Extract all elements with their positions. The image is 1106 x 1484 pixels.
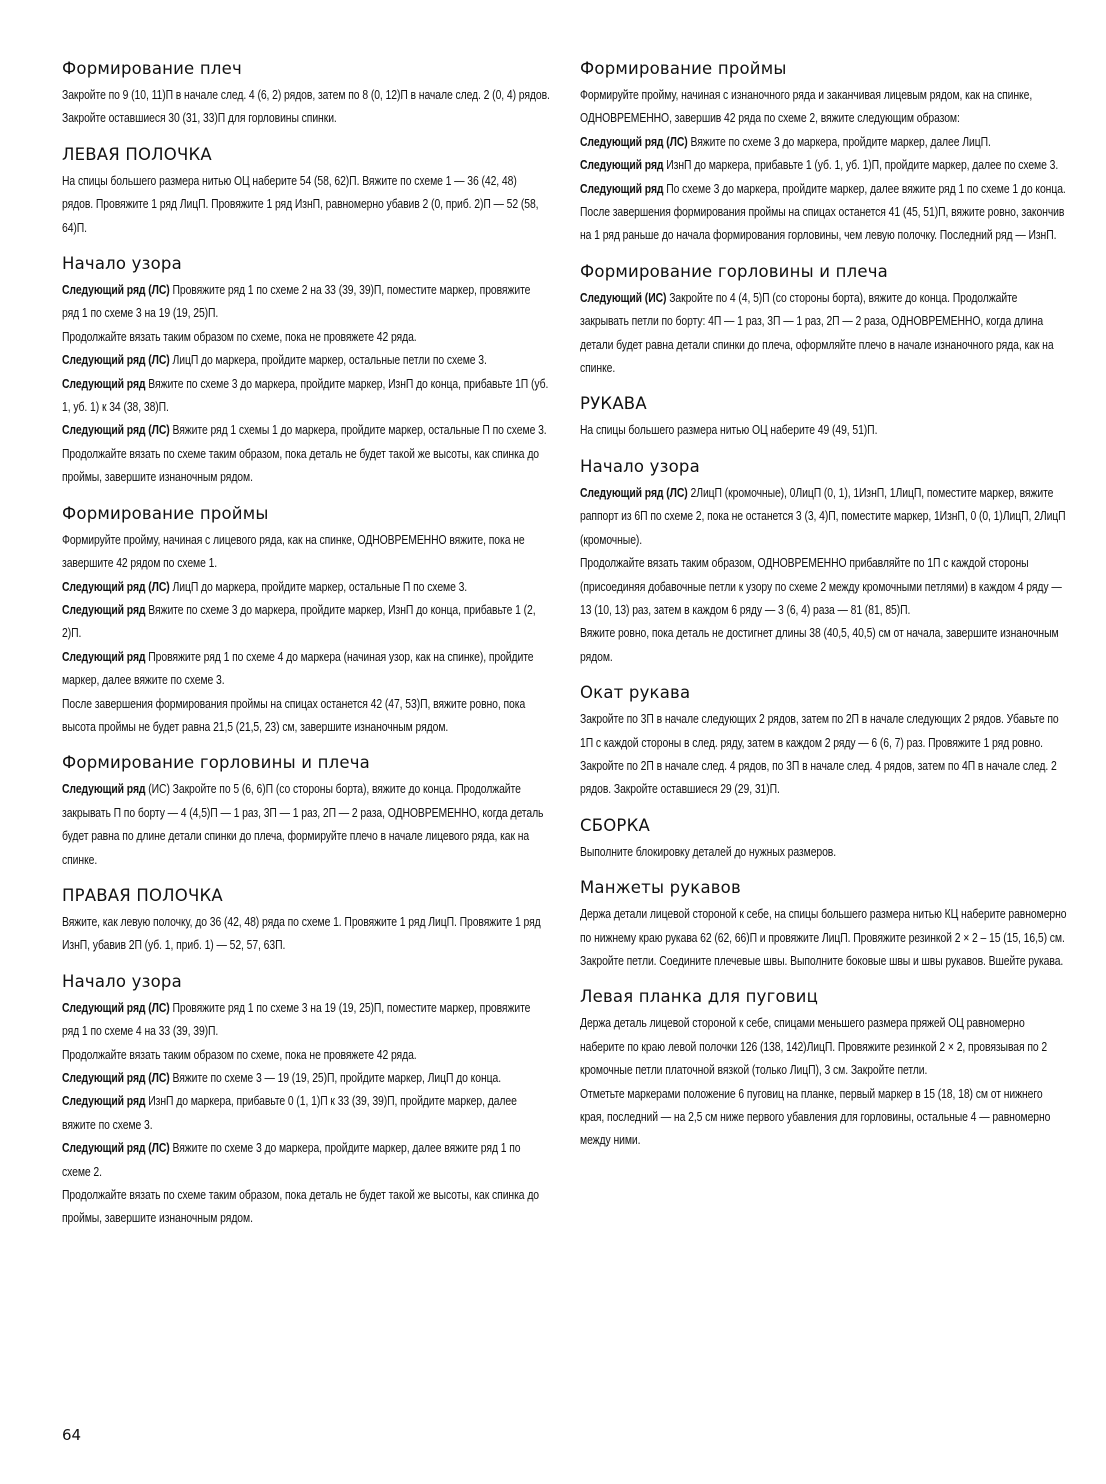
paragraph-text: Провяжите ряд 1 по схеме 2 на 33 (39, 39)П, поместите маркер, провяжите ряд 1 по схеме 3 на 19 (19, 25)П. xyxy=(62,282,531,321)
paragraph xyxy=(580,1011,1068,1081)
row-instruction-lead: Следующий ряд xyxy=(62,648,146,664)
paragraph-text: Формируйте пройму, начиная с лицевого ряда, как на спинке, ОДНОВРЕМЕННО вяжите, пока не завершите 42 рядом по схеме 1. xyxy=(62,531,525,571)
section xyxy=(62,253,550,489)
section-heading: Левая планка для пуговиц xyxy=(580,987,819,1007)
section xyxy=(580,682,1068,801)
paragraph xyxy=(62,1136,550,1183)
section xyxy=(62,58,550,130)
paragraph xyxy=(62,1066,550,1089)
row-instruction-lead: Следующий ряд (ЛС) xyxy=(580,484,688,500)
section-heading: Начало узора xyxy=(62,254,182,274)
paragraph xyxy=(580,551,1068,621)
section xyxy=(62,503,550,739)
paragraph xyxy=(62,1089,550,1136)
row-instruction-lead: Следующий ряд (ЛС) xyxy=(580,133,688,149)
paragraph xyxy=(580,840,1068,863)
right-column xyxy=(580,58,1068,1166)
paragraph-text: Продолжайте вязать таким образом, ОДНОВРЕМЕННО прибавляйте по 1П с каждой стороны (присоединяя добавочные петли к узору по схеме 2 между кромочными петлями) в каждом 4 ряду — 13 (10, 13) раз, затем в каждом 6 ряду — 3 (6, 4) раза — 81 (81, 85)П. xyxy=(580,555,1062,617)
paragraph xyxy=(580,83,1068,130)
row-instruction-lead: Следующий ряд xyxy=(580,157,664,173)
paragraph xyxy=(62,777,550,871)
paragraph xyxy=(62,325,550,348)
paragraph-text: Провяжите ряд 1 по схеме 3 на 19 (19, 25)П, поместите маркер, провяжите ряд 1 по схеме 4 на 33 (39, 39)П. xyxy=(62,999,531,1039)
paragraph-text: Формируйте пройму, начиная с изнаночного ряда и заканчивая лицевым рядом, как на спинке, ОДНОВРЕМЕННО, завершив 42 ряда по схеме 2, вяжите следующим образом: xyxy=(580,87,1033,126)
paragraph xyxy=(580,481,1068,551)
row-instruction-lead: Следующий ряд (ЛС) xyxy=(62,282,170,298)
section-heading: Формирование горловины и плеча xyxy=(62,753,370,773)
paragraph-text: Продолжайте вязать по схеме таким образом, пока деталь не будет такой же высоты, как спинка до проймы, завершите изнаночным рядом. xyxy=(62,1187,540,1226)
paragraph xyxy=(580,1082,1068,1152)
section-heading: Формирование проймы xyxy=(580,59,787,78)
paragraph-text: Вяжите по схеме 3 до маркера, пройдите маркер, ИзнП до конца, прибавьте 1П (уб. 1, уб. 1) к 34 (38, 38)П. xyxy=(62,375,549,415)
row-instruction-lead: Следующий ряд (ЛС) xyxy=(62,999,170,1015)
section-heading: Начало узора xyxy=(62,971,182,991)
section xyxy=(62,144,550,239)
section xyxy=(580,815,1068,863)
section-heading: ЛЕВАЯ ПОЛОЧКА xyxy=(62,144,212,164)
paragraph xyxy=(62,910,550,957)
section xyxy=(580,58,1068,247)
paragraph xyxy=(62,1183,550,1230)
section-heading: Манжеты рукавов xyxy=(580,878,741,898)
row-instruction-lead: Следующий ряд xyxy=(62,1093,146,1109)
row-instruction-lead: Следующий ряд xyxy=(580,180,664,196)
paragraph-text: Провяжите ряд 1 по схеме 4 до маркера (начиная узор, как на спинке), пройдите маркер, далее вяжите по схеме 3. xyxy=(62,648,534,688)
paragraph-text: На спицы большего размера нитью ОЦ наберите 54 (58, 62)П. Вяжите по схеме 1 — 36 (42, 48) рядов. Провяжите 1 ряд ЛицП. Провяжите 1 ряд ИзнП, равномерно убавив 2 (0, приб. 2)П — 52 (58, 64)П. xyxy=(62,172,539,235)
row-instruction-lead: Следующий ряд (ЛС) xyxy=(62,578,170,594)
paragraph xyxy=(62,278,550,325)
paragraph-text: Вяжите по схеме 3 до маркера, пройдите маркер, далее ЛицП. xyxy=(687,133,991,149)
section-heading: РУКАВА xyxy=(580,394,647,414)
row-instruction-lead: Следующий ряд xyxy=(62,601,146,617)
row-instruction-lead: Следующий (ИС) xyxy=(580,289,667,305)
section-heading: Окат рукава xyxy=(580,683,691,703)
section xyxy=(62,752,550,871)
section-heading: Формирование проймы xyxy=(62,503,269,523)
section xyxy=(62,971,550,1230)
paragraph-text: Продолжайте вязать таким образом по схеме, пока не провяжете 42 ряда. xyxy=(62,328,417,344)
row-instruction-lead: Следующий ряд (ЛС) xyxy=(62,352,170,368)
paragraph xyxy=(62,1043,550,1066)
row-instruction-lead: Следующий ряд xyxy=(62,375,146,391)
paragraph xyxy=(580,902,1068,972)
paragraph-text: После завершения формирования проймы на спицах останется 42 (47, 53)П, вяжите ровно, пока высота проймы не будет равна 21,5 (21,5, 23) см, завершите изнаночным рядом. xyxy=(62,695,526,734)
paragraph-text: Закройте по 4 (4, 5)П (со стороны борта), вяжите до конца. Продолжайте закрывать петли по борту: 4П — 1 раз, 3П — 1 раз, 2П — 2 раза, ОДНОВРЕМЕННО, когда длина детали будет равна детали спинки до плеча, оформляйте плечо в начале изнаночного ряда, как на спинке. xyxy=(580,289,1054,376)
paragraph-text: Закройте по 3П в начале следующих 2 рядов, затем по 2П в начале следующих 2 рядов. Убавьте по 1П с каждой стороны в след. ряду, затем в каждом 2 ряду — 6 (6, 7) раз. Провяжите 1 ряд ровно. Закройте по 2П в начале след. 4 рядов, по 3П в начале след. 4 рядов, затем по 4П в начале след. 2 рядов. Закройте оставшиеся 29 (29, 31)П. xyxy=(580,711,1059,797)
paragraph xyxy=(580,621,1068,668)
paragraph-text: После завершения формирования проймы на спицах останется 41 (45, 51)П, вяжите ровно, закончив на 1 ряд раньше до начала формирования горловины, чем левую полочку. Последний ряд — ИзнП. xyxy=(580,204,1065,243)
paragraph xyxy=(62,372,550,419)
section xyxy=(62,885,550,957)
paragraph xyxy=(580,153,1068,176)
paragraph xyxy=(580,286,1068,380)
paragraph-text: Вяжите по схеме 3 до маркера, пройдите маркер, ИзнП до конца, прибавьте 1 (2, 2)П. xyxy=(62,601,536,641)
section xyxy=(580,986,1068,1151)
paragraph-text: Вяжите по схеме 3 до маркера, пройдите маркер, далее вяжите ряд 1 по схеме 2. xyxy=(62,1140,521,1179)
page-number: 64 xyxy=(62,1426,82,1444)
paragraph-text: (ИС) Закройте по 5 (6, 6)П (со стороны борта), вяжите до конца. Продолжайте закрывать П по борту — 4 (4,5)П — 1 раз, 3П — 1 раз, 2П — 2 раза, ОДНОВРЕМЕННО, когда деталь будет равна по длине детали спинки до плеча, формируйте плечо в начале лицевого ряда, как на спинке. xyxy=(62,781,544,867)
paragraph xyxy=(62,645,550,692)
paragraph-text: ИзнП до маркера, прибавьте 0 (1, 1)П к 33 (39, 39)П, пройдите маркер, далее вяжите по схеме 3. xyxy=(62,1093,517,1132)
paragraph xyxy=(62,692,550,739)
section xyxy=(580,261,1068,380)
paragraph-text: Вяжите по схеме 3 — 19 (19, 25)П, пройдите маркер, ЛицП до конца. xyxy=(169,1070,502,1085)
section xyxy=(580,877,1068,972)
row-instruction-lead: Следующий ряд (ЛС) xyxy=(62,1070,170,1085)
row-instruction-lead: Следующий ряд xyxy=(62,781,146,797)
paragraph xyxy=(62,418,550,441)
paragraph xyxy=(62,598,550,645)
paragraph-text: На спицы большего размера нитью ОЦ наберите 49 (49, 51)П. xyxy=(580,422,878,438)
section-heading: Формирование горловины и плеча xyxy=(580,261,888,281)
paragraph-text: 2ЛицП (кромочные), 0ЛицП (0, 1), 1ИзнП, 1ЛицП, поместите маркер, вяжите раппорт из 6П по схеме 2, пока не останется 3 (3, 4)П, поместите маркер, 1ИзнП, 0 (0, 1)ЛицП, 2ЛицП (кромочные). xyxy=(580,484,1066,547)
paragraph-text: По схеме 3 до маркера, пройдите маркер, далее вяжите ряд 1 по схеме 1 до конца. xyxy=(663,180,1066,196)
section xyxy=(580,393,1068,441)
paragraph xyxy=(62,169,550,239)
section xyxy=(580,456,1068,668)
paragraph-text: Вяжите ряд 1 схемы 1 до маркера, пройдите маркер, остальные П по схеме 3. xyxy=(169,422,547,438)
paragraph xyxy=(62,83,550,130)
row-instruction-lead: Следующий ряд (ЛС) xyxy=(62,422,170,438)
paragraph-text: Продолжайте вязать таким образом по схеме, пока не провяжете 42 ряда. xyxy=(62,1046,417,1062)
section-heading: СБОРКА xyxy=(580,815,650,835)
paragraph-text: Вяжите ровно, пока деталь не достигнет длины 38 (40,5, 40,5) см от начала, завершите изнаночным рядом. xyxy=(580,625,1059,664)
paragraph-text: ЛицП до маркера, пройдите маркер, остальные петли по схеме 3. xyxy=(169,352,487,368)
paragraph xyxy=(580,200,1068,247)
paragraph-text: Вяжите, как левую полочку, до 36 (42, 48) ряда по схеме 1. Провяжите 1 ряд ЛицП. Провяжите 1 ряд ИзнП, убавив 2П (уб. 1, приб. 1) — 52, 57, 63П. xyxy=(62,913,541,953)
paragraph xyxy=(580,177,1068,200)
paragraph xyxy=(62,575,550,598)
paragraph-text: Отметьте маркерами положение 6 пуговиц на планке, первый маркер в 15 (18, 18) см от нижнего края, последний — на 2,5 см ниже первого убавления для горловины, остальные 4 — равномерно между ними. xyxy=(580,1085,1051,1148)
paragraph-text: Держа детали лицевой стороной к себе, на спицы большего размера нитью КЦ наберите равномерно по нижнему краю рукава 62 (62, 66)П и провяжите ЛицП. Провяжите резинкой 2 × 2 – 15 (15, 16,5) см. Закройте петли. Соедините плечевые швы. Выполните боковые швы и швы рукавов. Вшейте рукава. xyxy=(580,906,1067,968)
paragraph-text: Держа деталь лицевой стороной к себе, спицами меньшего размера пряжей ОЦ равномерно наберите по краю левой полочки 126 (138, 142)ЛицП. Провяжите резинкой 2 × 2, провязывая по 2 кромочные петли платочной вязкой (только ЛицП), 3 см. Закройте петли. xyxy=(580,1015,1048,1078)
section-heading: Начало узора xyxy=(580,456,700,476)
paragraph xyxy=(62,442,550,489)
paragraph xyxy=(62,528,550,575)
paragraph xyxy=(62,996,550,1043)
paragraph xyxy=(580,707,1068,801)
section-heading: Формирование плеч xyxy=(62,59,242,78)
section-heading: ПРАВАЯ ПОЛОЧКА xyxy=(62,885,223,905)
left-column xyxy=(62,58,550,1244)
paragraph xyxy=(580,130,1068,153)
paragraph-text: ИзнП до маркера, прибавьте 1 (уб. 1, уб. 1)П, пройдите маркер, далее по схеме 3. xyxy=(663,157,1059,173)
paragraph xyxy=(580,418,1068,441)
paragraph-text: Закройте по 9 (10, 11)П в начале след. 4 (6, 2) рядов, затем по 8 (0, 12)П в начале след. 2 (0, 4) рядов. Закройте оставшиеся 30 (31, 33)П для горловины спинки. xyxy=(62,87,550,126)
row-instruction-lead: Следующий ряд (ЛС) xyxy=(62,1140,170,1156)
paragraph xyxy=(62,348,550,371)
paragraph-text: Выполните блокировку деталей до нужных размеров. xyxy=(580,843,837,859)
paragraph-text: ЛицП до маркера, пройдите маркер, остальные П по схеме 3. xyxy=(169,578,468,594)
paragraph-text: Продолжайте вязать по схеме таким образом, пока деталь не будет такой же высоты, как спинка до проймы, завершите изнаночным рядом. xyxy=(62,445,540,485)
